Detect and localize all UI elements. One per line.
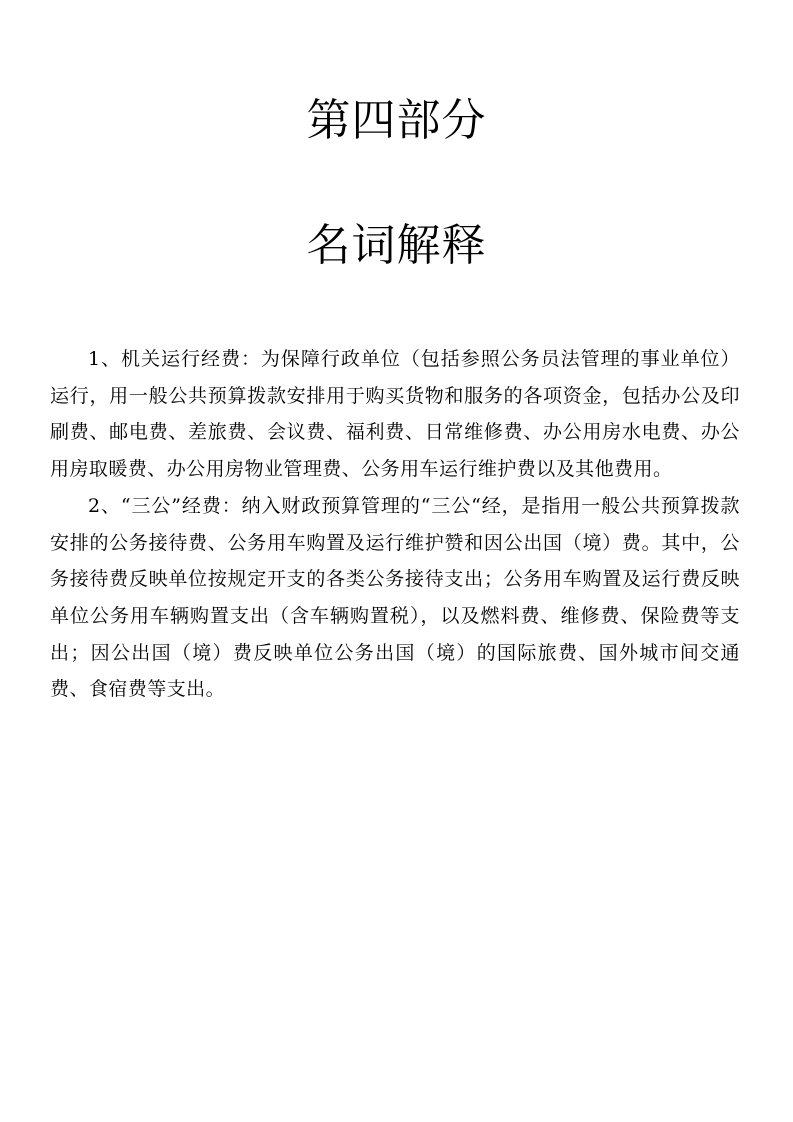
section-title: 名词解释 — [306, 220, 487, 271]
body-text — [50, 341, 740, 708]
paragraph-three-public-expenses: 2、“三公”经费：纳入财政预算管理的“三公“经，是指用一般公共预算拨款安排的公务接待费、公务用车购置及运行维护赞和因公出国（境）费。其中，公务接待费反映单位按规定开支的各类公务接待支出；公务用车购置及运行费反映单位公务用车辆购置支出（含车辆购置税），以及燃料费、维修费、保险费等支出；因公出国（境）费反映单位公务出国（境）的国际旅费、国外城市间交通费、食宿费等支出。 — [50, 494, 740, 701]
paragraph-operating-expenses: 1、机关运行经费：为保障行政单位（包括参照公务员法管理的事业单位）运行，用一般公共预算拨款安排用于购买货物和服务的各项资金，包括办公及印刷费、邮电费、差旅费、会议费、福利费、日常维修费、办公用房水电费、办公用房取暖费、办公用房物业管理费、公务用车运行维护费以及其他费用。 — [50, 348, 740, 481]
part-heading: 第四部分 — [306, 95, 487, 146]
